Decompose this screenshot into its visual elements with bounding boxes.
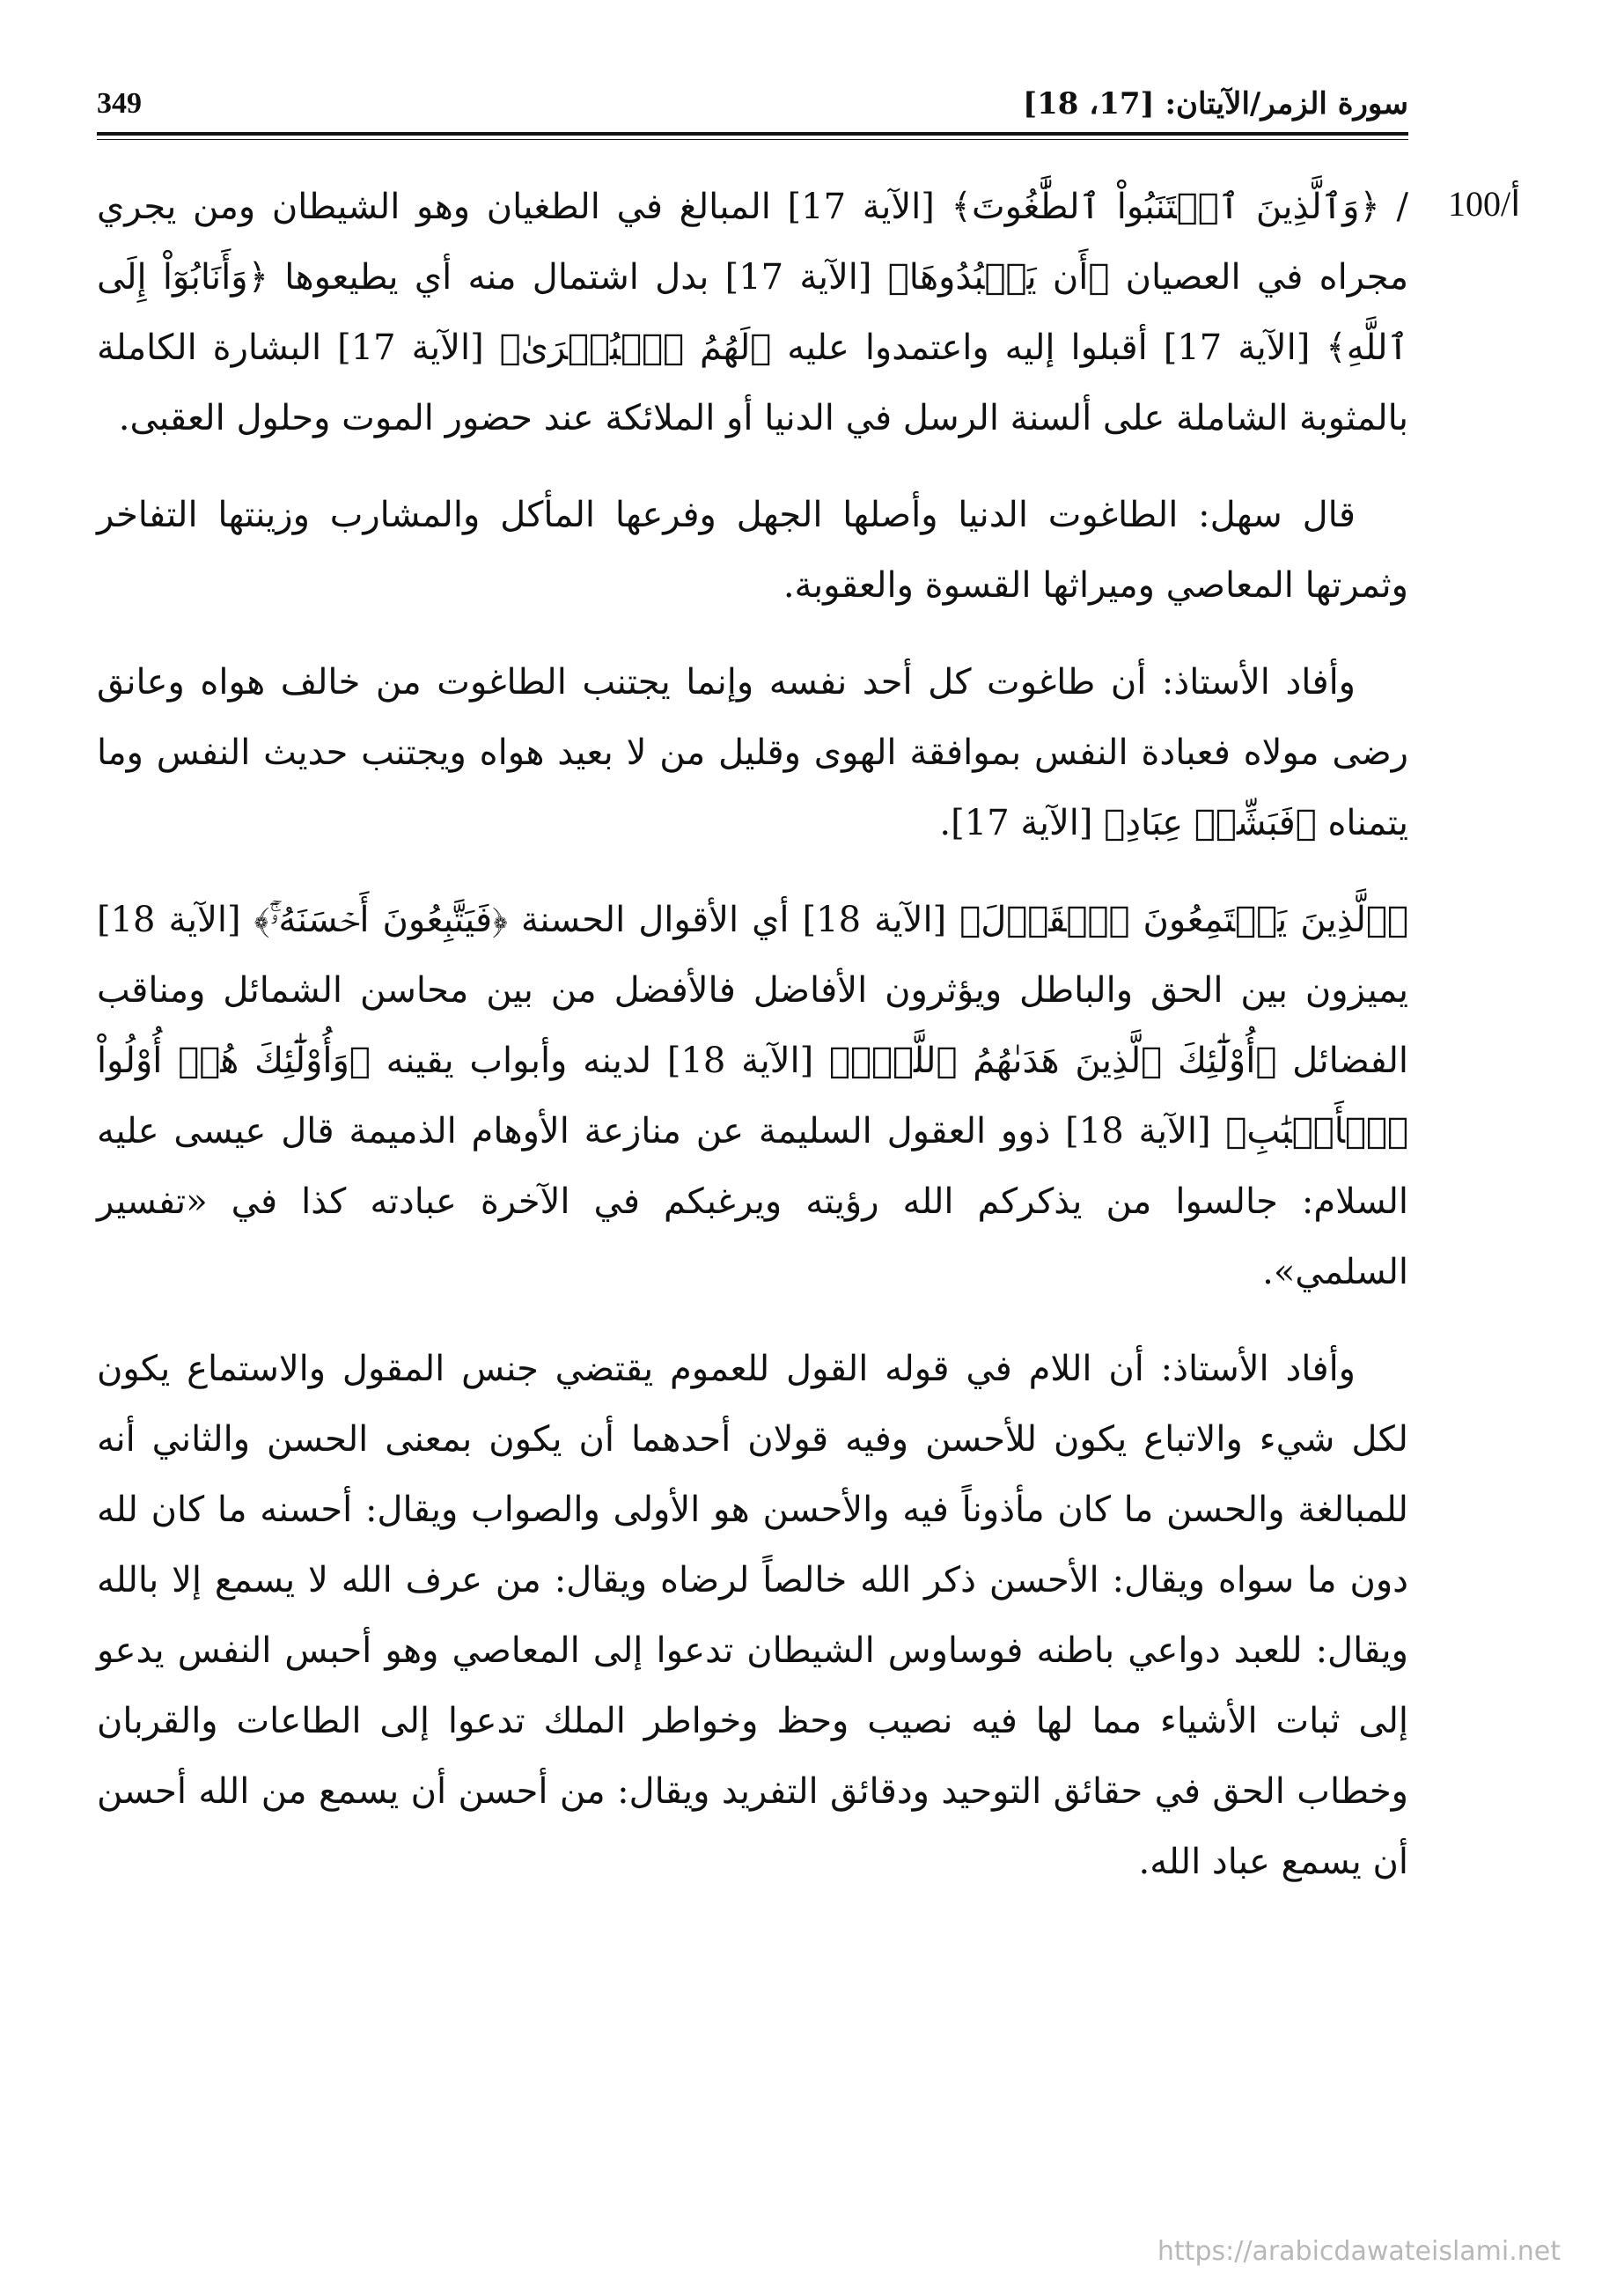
header-rule-thick: [97, 132, 1408, 136]
paragraph-1: / ﴿وَٱلَّذِينَ ٱجۡتَنَبُواْ ٱلطَّٰغُوتَ﴾ [الآية 17] المبالغ في الطغيان وهو الشيطان ومن يجري مجراه في العصيان ﴿أَن يَعۡبُدُوهَا﴾ [الآية 17] بدل اشتمال منه أي يطيعوها ﴿وَأَنَابُوٓاْ إِلَى ٱللَّهِ﴾ [الآية 17] أقبلوا إليه واعتمدوا عليه ﴿لَهُمُ ٱلۡبُشۡرَىٰ﴾ [الآية 17] البشارة الكاملة بالمثوبة الشاملة على ألسنة الرسل في الدنيا أو الملائكة عند حضور الموت وحلول العقبى.: [97, 187, 1409, 438]
paragraph-2: قال سهل: الطاغوت الدنيا وأصلها الجهل وفرعها المأكل والمشارب وزينتها التفاخر وثمرتها المعاصي وميراثها القسوة والعقوبة.: [97, 495, 1408, 606]
header-rule-thin: [97, 139, 1408, 140]
paragraph-4: ﴿ٱلَّذِينَ يَسۡتَمِعُونَ ٱلۡقَوۡلَ﴾ [الآية 18] أي الأقوال الحسنة ﴿فَيَتَّبِعُونَ أَحۡسَنَهُۥٓۚ﴾ [الآية 18] يميزون بين الحق والباطل ويؤثرون الأفاضل فالأفضل من بين محاسن الشمائل ومناقب الفضائل ﴿أُوْلَٰٓئِكَ ٱلَّذِينَ هَدَىٰهُمُ ٱللَّهُۖ﴾ [الآية 18] لدينه وأبواب يقينه ﴿وَأُوْلَٰٓئِكَ هُمۡ أُوْلُواْ ٱلۡأَلۡبَٰبِ﴾ [الآية 18] ذوو العقول السليمة عن منازعة الأوهام الذميمة قال عيسى عليه السلام: جالسوا من يذكركم الله رؤيته ويرغبكم في الآخرة عبادته كذا في «تفسير السلمي».: [97, 900, 1408, 1292]
running-head: سورة الزمر/الآيتان: [17، 18]: [1022, 86, 1408, 121]
paragraph-5: وأفاد الأستاذ: أن اللام في قوله القول للعموم يقتضي جنس المقول والاستماع يكون لكل شيء والاتباع يكون للأحسن وفيه قولان أحدهما أن يكون بمعنى الحسن والثاني أنه للمبالغة والحسن ما كان مأذوناً فيه والأحسن هو الأولى والصواب ويقال: أحسنه ما كان لله دون ما سواه ويقال: الأحسن ذكر الله خالصاً لرضاه ويقال: من عرف الله لا يسمع إلا بالله ويقال: للعبد دواعي باطنه فوساوس الشيطان تدعوا إلى المعاصي وهو أحبس النفس يدعو إلى ثبات الأشياء مما لها فيه نصيب وحظ وخواطر الملك تدعوا إلى الطاعات والقربان وخطاب الحق في حقائق التوحيد ودقائق التفريد ويقال: من أحسن أن يسمع من الله أحسن أن يسمع عباد الله.: [97, 1349, 1408, 1882]
main-text: [97, 172, 1408, 1897]
page-header: [97, 77, 1408, 130]
manuscript-folio-reference: 100/أ: [1448, 184, 1521, 224]
watermark-url: https://arabicdawateislami.net: [1157, 2236, 1561, 2267]
page-number: 349: [97, 87, 142, 120]
paragraph-3: وأفاد الأستاذ: أن طاغوت كل أحد نفسه وإنما يجتنب الطاغوت من خالف هواه وعانق رضى مولاه فعبادة النفس بموافقة الهوى وقليل من لا بعيد هواه ويجتنب حديث النفس وما يتمناه ﴿فَبَشِّرۡ عِبَادِ﴾ [الآية 17].: [97, 662, 1408, 843]
